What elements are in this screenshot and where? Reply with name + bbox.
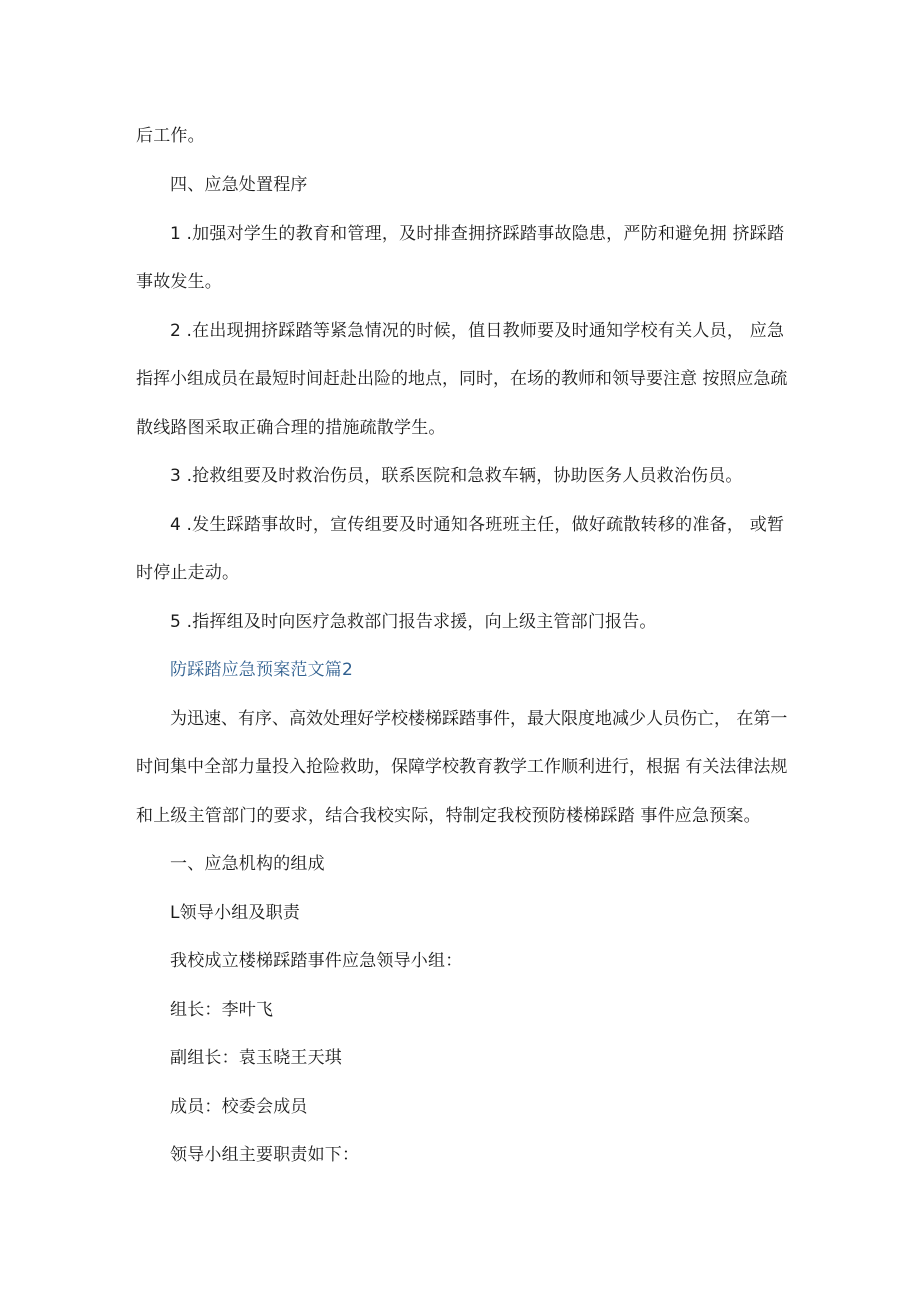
paragraph-line: 时停止走动。 <box>136 563 240 583</box>
paragraph-line: 2 .在出现拥挤踩踏等紧急情况的时候，值日教师要及时通知学校有关人员， 应急 <box>170 321 784 341</box>
paragraph-line: 5 .指挥组及时向医疗急救部门报告求援，向上级主管部门报告。 <box>170 612 657 632</box>
paragraph-line: 时间集中全部力量投入抢险救助，保障学校教育教学工作顺利进行，根据 有关法律法规 <box>136 757 788 777</box>
paragraph-line: 后工作。 <box>136 126 205 146</box>
list-item: 组长：李叶飞 <box>170 1000 274 1020</box>
paragraph-line: 指挥小组成员在最短时间赶赴出险的地点，同时，在场的教师和领导要注意 按照应急疏 <box>136 369 788 389</box>
paragraph-line: 1 .加强对学生的教育和管理，及时排查拥挤踩踏事故隐患，严防和避免拥 挤踩踏 <box>170 224 784 244</box>
list-item: 成员：校委会成员 <box>170 1097 308 1117</box>
paragraph-line: 4 .发生踩踏事故时，宣传组要及时通知各班班主任，做好疏散转移的准备， 或暂 <box>170 515 784 535</box>
article-heading-link[interactable]: 防踩踏应急预案范文篇2 <box>170 660 354 680</box>
section-heading: 四、应急处置程序 <box>170 175 308 195</box>
paragraph-line: 领导小组主要职责如下： <box>170 1145 360 1165</box>
subsection-heading: L领导小组及职责 <box>170 903 301 923</box>
paragraph-line: 和上级主管部门的要求，结合我校实际，特制定我校预防楼梯踩踏 事件应急预案。 <box>136 806 761 826</box>
list-item: 副组长：袁玉晓王天琪 <box>170 1048 342 1068</box>
section-heading: 一、应急机构的组成 <box>170 854 325 874</box>
paragraph-line: 为迅速、有序、高效处理好学校楼梯踩踏事件，最大限度地减少人员伤亡， 在第一 <box>170 709 788 729</box>
paragraph-line: 散线路图采取正确合理的措施疏散学生。 <box>136 418 446 438</box>
paragraph-line: 3 .抢救组要及时救治伤员，联系医院和急救车辆，协助医务人员救治伤员。 <box>170 466 743 486</box>
paragraph-line: 我校成立楼梯踩踏事件应急领导小组： <box>170 951 463 971</box>
paragraph-line: 事故发生。 <box>136 272 222 292</box>
